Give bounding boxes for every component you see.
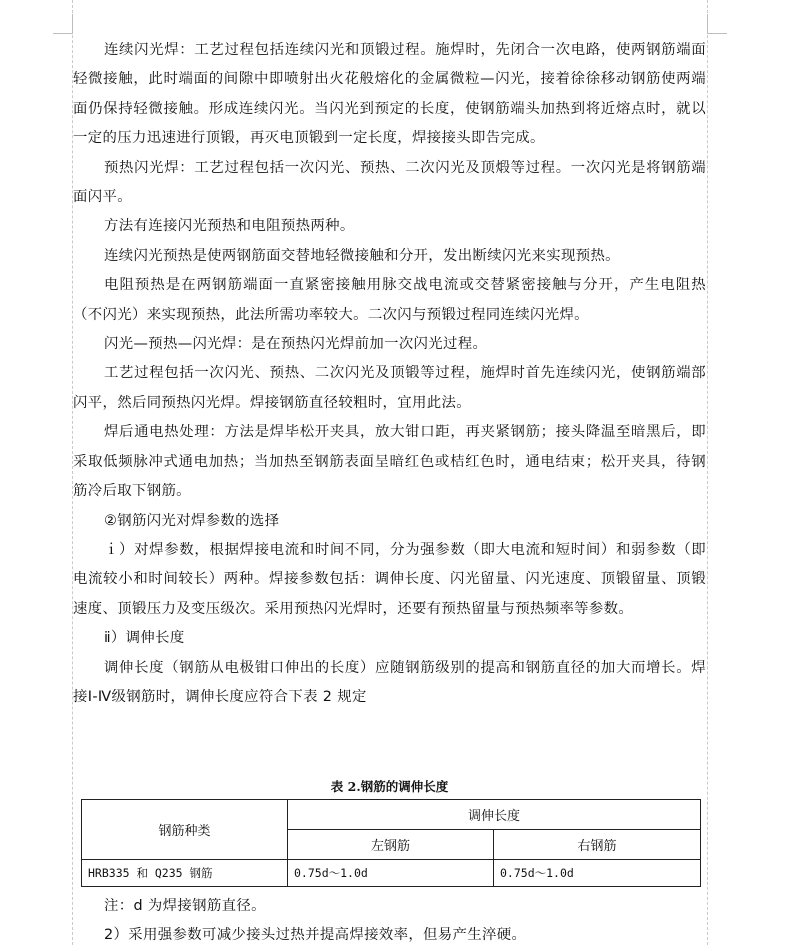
table-cell-right-value: 0.75d～1.0d [494, 860, 701, 887]
table-cell-left-value: 0.75d～1.0d [288, 860, 494, 887]
table-cell-rebar-type: HRB335 和 Q235 钢筋 [82, 860, 288, 887]
paragraph-preheat-methods: 方法有连接闪光预热和电阻预热两种。 [104, 218, 355, 235]
paragraph-resistance-preheat: 电阻预热是在两钢筋端面一直紧密接触用脉交战电流或交替紧密接触与分开，产生电阻热（不闪光）来实现预热，此法所需功率较大。二次闪与预锻过程同连续闪光焊。 [73, 277, 706, 323]
paragraph-strong-parameters: 2）采用强参数可减少接头过热并提高焊接效率，但易产生淬硬。 [104, 927, 527, 944]
table-header-left-rebar: 左钢筋 [288, 830, 494, 860]
paragraph-preheat-flash-welding: 预热闪光焊：工艺过程包括一次闪光、预热、二次闪光及顶煅等过程。一次闪光是将钢筋端面闪平。 [73, 159, 706, 206]
paragraph-extension-length: 调伸长度（钢筋从电极钳口伸出的长度）应随钢筋级别的提高和钢筋直径的加大而增长。焊接Ⅰ-Ⅳ级钢筋时，调伸长度应符合下表 2 规定 [73, 659, 706, 705]
crop-mark-top-right [707, 14, 727, 34]
table-header-extension-length: 调伸长度 [288, 800, 701, 830]
table-note: 注：d 为焊接钢筋直径。 [104, 898, 266, 914]
table-header-rebar-type: 钢筋种类 [82, 800, 288, 860]
right-margin-guide [707, 0, 708, 945]
table-header-right-rebar: 右钢筋 [494, 830, 701, 860]
document-body [73, 36, 706, 712]
crop-mark-top-left [53, 14, 73, 34]
paragraph-process-description: 工艺过程包括一次闪光、预热、二次闪光及顶锻等过程，施焊时首先连续闪光，使钢筋端部闪平，然后同预热闪光焊。焊接钢筋直径较粗时，宜用此法。 [73, 365, 706, 411]
paragraph-continuous-flash-welding: 连续闪光焊：工艺过程包括连续闪光和顶锻过程。施焊时，先闭合一次电路，使两钢筋端面轻微接触，此时端面的间隙中即喷射出火花般熔化的金属微粒—闪光，接着徐徐移动钢筋使两端面仍保持轻微接触。形成连续闪光。当闪光到预定的长度，使钢筋端头加热到将近熔点时，就以一定的压力迅速进行顶锻，再灭电顶锻到一定长度，焊接接头即告完成。 [73, 42, 706, 147]
section-heading-parameters: ②钢筋闪光对焊参数的选择 [104, 512, 280, 529]
paragraph-post-weld-heat-treatment: 焊后通电热处理：方法是焊毕松开夹具，放大钳口距，再夹紧钢筋；接头降温至暗黑后，即采取低频脉冲式通电加热；当加热至钢筋表面呈暗红色或桔红色时，通电结束；松开夹具，待钢筋冷后取下钢筋。 [73, 424, 706, 500]
paragraph-flash-preheat-flash: 闪光—预热—闪光焊：是在预热闪光焊前加一次闪光过程。 [104, 336, 488, 353]
post-table-text [73, 892, 706, 951]
extension-length-table [81, 799, 701, 887]
subheading-extension-length: ⅱ）调伸长度 [104, 630, 185, 647]
table-caption: 表 2.钢筋的调伸长度 [330, 779, 449, 794]
paragraph-continuous-flash-preheat: 连续闪光预热是使两钢筋面交替地轻微接触和分开，发出断续闪光来实现预热。 [104, 247, 620, 264]
paragraph-welding-parameters: ｉ）对焊参数，根据焊接电流和时间不同，分为强参数（即大电流和短时间）和弱参数（即电流较小和时间较长）两种。焊接参数包括：调伸长度、闪光留量、闪光速度、顶锻留量、顶锻速度、顶锻压力及变压级次。采用预热闪光焊时，还要有预热留量与预热频率等参数。 [73, 541, 706, 617]
